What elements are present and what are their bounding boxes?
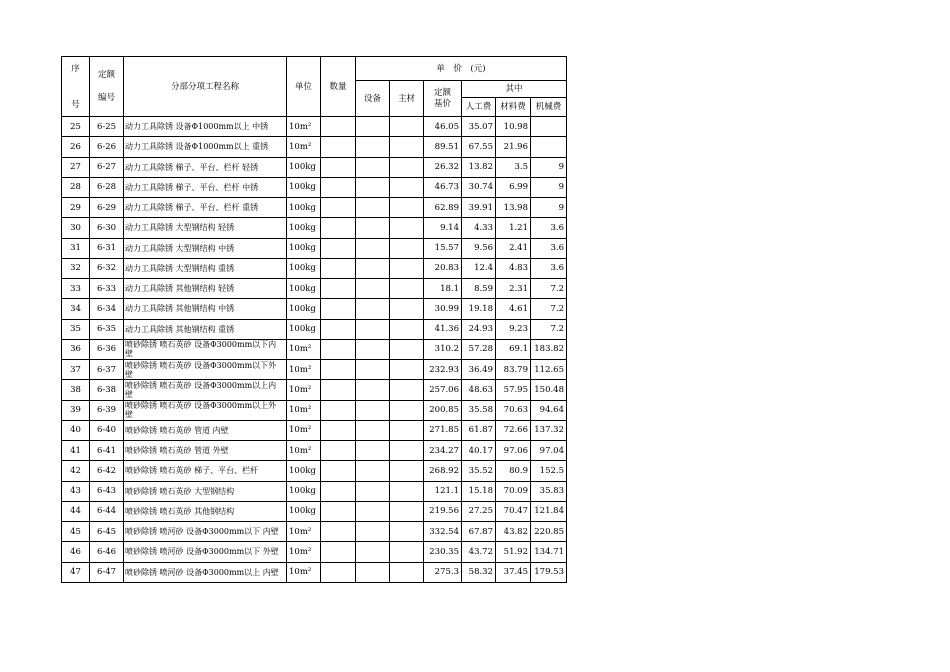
- cell-machinery: 150.48: [531, 380, 567, 400]
- cell-base-price: 46.05: [424, 117, 462, 137]
- cell-unit: 100kg: [287, 238, 321, 258]
- cell-code: 6-32: [90, 258, 124, 278]
- cell-qty: [321, 198, 356, 218]
- cell-seq: 40: [62, 420, 90, 440]
- cell-equipment: [356, 137, 390, 157]
- cell-machinery: 152.5: [531, 461, 567, 481]
- cell-main-material: [390, 481, 424, 501]
- cell-material: 6.99: [496, 177, 531, 197]
- cell-seq: 41: [62, 441, 90, 461]
- cell-seq: 30: [62, 218, 90, 238]
- cell-qty: [321, 339, 356, 359]
- cell-labor: 35.58: [462, 400, 496, 420]
- cell-name: 喷砂除锈 喷石英砂 管道 外壁: [124, 441, 287, 461]
- cell-base-price: 62.89: [424, 198, 462, 218]
- cell-qty: [321, 481, 356, 501]
- cell-unit: 10m²: [287, 339, 321, 359]
- table-row: [62, 117, 567, 137]
- cell-unit: 10m²: [287, 522, 321, 542]
- cell-name: 喷砂除锈 喷石英砂 大型钢结构: [124, 481, 287, 501]
- cell-main-material: [390, 279, 424, 299]
- table-row: [62, 319, 567, 339]
- table-row: [62, 380, 567, 400]
- cell-qty: [321, 137, 356, 157]
- header-labor: 人工费: [462, 98, 496, 117]
- cell-code: 6-33: [90, 279, 124, 299]
- cell-code: 6-27: [90, 157, 124, 177]
- cell-base-price: 257.06: [424, 380, 462, 400]
- cell-equipment: [356, 380, 390, 400]
- header-code-top: 定额: [97, 70, 115, 80]
- cell-seq: 35: [62, 319, 90, 339]
- cell-machinery: 97.04: [531, 441, 567, 461]
- table-row: [62, 522, 567, 542]
- header-unit-price: 单 价 (元): [356, 57, 567, 81]
- cell-machinery: 7.2: [531, 299, 567, 319]
- cell-base-price: 332.54: [424, 522, 462, 542]
- cell-code: 6-40: [90, 420, 124, 440]
- cell-base-price: 46.73: [424, 177, 462, 197]
- cell-main-material: [390, 198, 424, 218]
- cell-qty: [321, 380, 356, 400]
- cell-material: 83.79: [496, 360, 531, 380]
- cell-base-price: 275.3: [424, 562, 462, 582]
- cell-qty: [321, 542, 356, 562]
- table-row: [62, 420, 567, 440]
- header-code: [90, 57, 124, 117]
- cell-material: 69.1: [496, 339, 531, 359]
- header-material: 材料费: [496, 98, 531, 117]
- cell-name: 喷砂除锈 喷石英砂 设备Φ3000mm以上外壁: [124, 400, 287, 420]
- cell-unit: 100kg: [287, 198, 321, 218]
- cell-equipment: [356, 339, 390, 359]
- cell-seq: 25: [62, 117, 90, 137]
- cell-main-material: [390, 157, 424, 177]
- cell-material: 9.23: [496, 319, 531, 339]
- cell-unit: 10m²: [287, 542, 321, 562]
- cell-unit: 100kg: [287, 461, 321, 481]
- cell-labor: 27.25: [462, 501, 496, 521]
- cell-qty: [321, 522, 356, 542]
- header-base-price-top: 定额: [433, 87, 451, 98]
- header-machinery: 机械费: [531, 98, 567, 117]
- cell-machinery: 134.71: [531, 542, 567, 562]
- table-body: [62, 117, 567, 583]
- cell-base-price: 200.85: [424, 400, 462, 420]
- cell-main-material: [390, 117, 424, 137]
- cell-code: 6-37: [90, 360, 124, 380]
- cell-equipment: [356, 522, 390, 542]
- cell-code: 6-44: [90, 501, 124, 521]
- cell-machinery: 137.32: [531, 420, 567, 440]
- cell-material: 80.9: [496, 461, 531, 481]
- header-seq: [62, 57, 90, 117]
- cell-machinery: 94.64: [531, 400, 567, 420]
- cell-name: 喷砂除锈 喷石英砂 其他钢结构: [124, 501, 287, 521]
- cell-material: 1.21: [496, 218, 531, 238]
- cell-main-material: [390, 137, 424, 157]
- cell-equipment: [356, 400, 390, 420]
- cell-machinery: 9: [531, 177, 567, 197]
- cell-name: 喷砂除锈 喷石英砂 管道 内壁: [124, 420, 287, 440]
- cell-material: 13.98: [496, 198, 531, 218]
- cell-name: 动力工具除锈 大型钢结构 中锈: [124, 238, 287, 258]
- cell-machinery: 9: [531, 157, 567, 177]
- cell-base-price: 15.57: [424, 238, 462, 258]
- cell-qty: [321, 258, 356, 278]
- cell-material: 97.06: [496, 441, 531, 461]
- cell-labor: 40.17: [462, 441, 496, 461]
- cell-code: 6-43: [90, 481, 124, 501]
- table-row: [62, 360, 567, 380]
- cell-seq: 33: [62, 279, 90, 299]
- cell-labor: 67.87: [462, 522, 496, 542]
- cell-labor: 8.59: [462, 279, 496, 299]
- table-row: [62, 481, 567, 501]
- cell-code: 6-28: [90, 177, 124, 197]
- cell-material: 4.61: [496, 299, 531, 319]
- cell-labor: 58.32: [462, 562, 496, 582]
- cell-unit: 10m²: [287, 562, 321, 582]
- cell-labor: 43.72: [462, 542, 496, 562]
- cell-seq: 39: [62, 400, 90, 420]
- cell-labor: 35.07: [462, 117, 496, 137]
- header-main-material: 主材: [390, 81, 424, 117]
- cell-machinery: 3.6: [531, 218, 567, 238]
- table-row: [62, 218, 567, 238]
- cell-base-price: 232.93: [424, 360, 462, 380]
- cell-code: 6-31: [90, 238, 124, 258]
- cell-base-price: 20.83: [424, 258, 462, 278]
- cell-labor: 39.91: [462, 198, 496, 218]
- cell-main-material: [390, 542, 424, 562]
- cell-code: 6-38: [90, 380, 124, 400]
- cell-equipment: [356, 258, 390, 278]
- cell-seq: 45: [62, 522, 90, 542]
- cell-equipment: [356, 218, 390, 238]
- cell-seq: 31: [62, 238, 90, 258]
- cell-code: 6-45: [90, 522, 124, 542]
- header-code-bottom: 编号: [97, 93, 115, 103]
- cell-labor: 36.49: [462, 360, 496, 380]
- cell-material: 2.41: [496, 238, 531, 258]
- header-seq-top: 序: [71, 63, 80, 74]
- cell-equipment: [356, 117, 390, 137]
- cell-material: 21.96: [496, 137, 531, 157]
- header-name: 分部分项工程名称: [124, 57, 287, 117]
- cell-name: 动力工具除锈 其他钢结构 中锈: [124, 299, 287, 319]
- cell-labor: 4.33: [462, 218, 496, 238]
- cell-qty: [321, 441, 356, 461]
- cell-equipment: [356, 319, 390, 339]
- cell-name: 动力工具除锈 大型钢结构 重锈: [124, 258, 287, 278]
- cell-equipment: [356, 198, 390, 218]
- cell-machinery: 121.84: [531, 501, 567, 521]
- cell-labor: 61.87: [462, 420, 496, 440]
- cell-seq: 36: [62, 339, 90, 359]
- header-of-which: 其中: [462, 81, 567, 98]
- table-row: [62, 441, 567, 461]
- cell-equipment: [356, 157, 390, 177]
- cell-main-material: [390, 522, 424, 542]
- header-unit: 单位: [287, 57, 321, 117]
- cell-seq: 38: [62, 380, 90, 400]
- table-row: [62, 400, 567, 420]
- cell-qty: [321, 177, 356, 197]
- cell-equipment: [356, 360, 390, 380]
- cell-machinery: 7.2: [531, 279, 567, 299]
- cell-equipment: [356, 542, 390, 562]
- cell-unit: 10m²: [287, 360, 321, 380]
- cell-qty: [321, 157, 356, 177]
- cell-name: 动力工具除锈 其他钢结构 轻锈: [124, 279, 287, 299]
- cell-seq: 43: [62, 481, 90, 501]
- cell-equipment: [356, 461, 390, 481]
- table-row: [62, 542, 567, 562]
- cell-equipment: [356, 420, 390, 440]
- cell-machinery: 35.83: [531, 481, 567, 501]
- cell-material: 57.95: [496, 380, 531, 400]
- cell-material: 2.31: [496, 279, 531, 299]
- cell-unit: 100kg: [287, 319, 321, 339]
- cell-main-material: [390, 400, 424, 420]
- cell-labor: 24.93: [462, 319, 496, 339]
- cell-equipment: [356, 562, 390, 582]
- cell-base-price: 30.99: [424, 299, 462, 319]
- cell-code: 6-29: [90, 198, 124, 218]
- cell-machinery: [531, 117, 567, 137]
- cell-unit: 100kg: [287, 279, 321, 299]
- cell-main-material: [390, 441, 424, 461]
- cell-code: 6-42: [90, 461, 124, 481]
- cell-name: 动力工具除锈 梯子、平台、栏杆 中锈: [124, 177, 287, 197]
- cell-unit: 10m²: [287, 441, 321, 461]
- cell-seq: 29: [62, 198, 90, 218]
- cell-main-material: [390, 380, 424, 400]
- cell-main-material: [390, 461, 424, 481]
- cell-material: 3.5: [496, 157, 531, 177]
- cell-base-price: 26.32: [424, 157, 462, 177]
- cell-unit: 10m²: [287, 380, 321, 400]
- table-row: [62, 279, 567, 299]
- table-row: [62, 238, 567, 258]
- cell-labor: 30.74: [462, 177, 496, 197]
- cell-name: 喷砂除锈 喷石英砂 设备Φ3000mm以下外壁: [124, 360, 287, 380]
- table-row: [62, 339, 567, 359]
- cell-seq: 37: [62, 360, 90, 380]
- cell-material: 70.63: [496, 400, 531, 420]
- table-row: [62, 157, 567, 177]
- cell-base-price: 268.92: [424, 461, 462, 481]
- cell-qty: [321, 279, 356, 299]
- cell-main-material: [390, 299, 424, 319]
- cell-qty: [321, 420, 356, 440]
- cell-base-price: 234.27: [424, 441, 462, 461]
- cell-unit: 100kg: [287, 481, 321, 501]
- cell-seq: 32: [62, 258, 90, 278]
- cell-name: 动力工具除锈 其他钢结构 重锈: [124, 319, 287, 339]
- cell-material: 43.82: [496, 522, 531, 542]
- cell-unit: 10m²: [287, 117, 321, 137]
- table-row: [62, 501, 567, 521]
- cell-labor: 48.63: [462, 380, 496, 400]
- table-row: [62, 137, 567, 157]
- cell-main-material: [390, 339, 424, 359]
- cell-machinery: 7.2: [531, 319, 567, 339]
- cell-unit: 10m²: [287, 137, 321, 157]
- cell-code: 6-47: [90, 562, 124, 582]
- cell-qty: [321, 360, 356, 380]
- cell-code: 6-34: [90, 299, 124, 319]
- cell-base-price: 271.85: [424, 420, 462, 440]
- cell-code: 6-26: [90, 137, 124, 157]
- cell-qty: [321, 319, 356, 339]
- cell-base-price: 230.35: [424, 542, 462, 562]
- header-base-price-bottom: 基价: [433, 98, 451, 109]
- cell-name: 动力工具除锈 梯子、平台、栏杆 轻锈: [124, 157, 287, 177]
- cell-base-price: 219.56: [424, 501, 462, 521]
- cell-machinery: 3.6: [531, 258, 567, 278]
- cell-equipment: [356, 481, 390, 501]
- cell-name: 喷砂除锈 喷石英砂 设备Φ3000mm以下内壁: [124, 339, 287, 359]
- cell-qty: [321, 117, 356, 137]
- cell-qty: [321, 299, 356, 319]
- table-row: [62, 562, 567, 582]
- cell-material: 70.09: [496, 481, 531, 501]
- cell-material: 4.83: [496, 258, 531, 278]
- cell-main-material: [390, 420, 424, 440]
- cell-labor: 12.4: [462, 258, 496, 278]
- cell-code: 6-36: [90, 339, 124, 359]
- cell-base-price: 18.1: [424, 279, 462, 299]
- header-base-price: [424, 81, 462, 117]
- cell-base-price: 310.2: [424, 339, 462, 359]
- cell-material: 72.66: [496, 420, 531, 440]
- table-row: [62, 461, 567, 481]
- cell-unit: 100kg: [287, 299, 321, 319]
- cell-name: 动力工具除锈 大型钢结构 轻锈: [124, 218, 287, 238]
- cell-machinery: 220.85: [531, 522, 567, 542]
- cell-code: 6-41: [90, 441, 124, 461]
- cell-code: 6-30: [90, 218, 124, 238]
- cell-labor: 67.55: [462, 137, 496, 157]
- cell-unit: 100kg: [287, 157, 321, 177]
- cell-machinery: [531, 137, 567, 157]
- cell-name: 喷砂除锈 喷石英砂 设备Φ3000mm以上内壁: [124, 380, 287, 400]
- cell-material: 10.98: [496, 117, 531, 137]
- cell-qty: [321, 218, 356, 238]
- cell-material: 51.92: [496, 542, 531, 562]
- table-header: [62, 57, 567, 117]
- cell-labor: 15.18: [462, 481, 496, 501]
- cell-name: 动力工具除锈 设备Φ1000mm以上 中锈: [124, 117, 287, 137]
- cell-equipment: [356, 441, 390, 461]
- cell-name: 喷砂除锈 喷河砂 设备Φ3000mm以下 外壁: [124, 542, 287, 562]
- quota-price-table: [61, 56, 567, 583]
- cell-seq: 42: [62, 461, 90, 481]
- header-seq-bottom: 号: [71, 99, 80, 110]
- cell-qty: [321, 238, 356, 258]
- cell-base-price: 9.14: [424, 218, 462, 238]
- cell-name: 喷砂除锈 喷河砂 设备Φ3000mm以上 内壁: [124, 562, 287, 582]
- cell-main-material: [390, 218, 424, 238]
- cell-machinery: 9: [531, 198, 567, 218]
- cell-name: 动力工具除锈 梯子、平台、栏杆 重锈: [124, 198, 287, 218]
- cell-seq: 28: [62, 177, 90, 197]
- cell-unit: 10m²: [287, 400, 321, 420]
- cell-labor: 19.18: [462, 299, 496, 319]
- header-equipment: 设备: [356, 81, 390, 117]
- cell-code: 6-35: [90, 319, 124, 339]
- cell-machinery: 183.82: [531, 339, 567, 359]
- cell-seq: 46: [62, 542, 90, 562]
- cell-unit: 100kg: [287, 501, 321, 521]
- table-row: [62, 258, 567, 278]
- cell-equipment: [356, 501, 390, 521]
- cell-seq: 44: [62, 501, 90, 521]
- cell-material: 70.47: [496, 501, 531, 521]
- cell-main-material: [390, 562, 424, 582]
- cell-qty: [321, 461, 356, 481]
- cell-labor: 13.82: [462, 157, 496, 177]
- cell-main-material: [390, 360, 424, 380]
- cell-code: 6-46: [90, 542, 124, 562]
- cell-base-price: 121.1: [424, 481, 462, 501]
- cell-name: 喷砂除锈 喷河砂 设备Φ3000mm以下 内壁: [124, 522, 287, 542]
- cell-machinery: 3.6: [531, 238, 567, 258]
- cell-base-price: 89.51: [424, 137, 462, 157]
- cell-unit: 10m²: [287, 420, 321, 440]
- cell-main-material: [390, 501, 424, 521]
- cell-labor: 57.28: [462, 339, 496, 359]
- table-row: [62, 299, 567, 319]
- cell-code: 6-25: [90, 117, 124, 137]
- cell-seq: 34: [62, 299, 90, 319]
- cell-unit: 100kg: [287, 177, 321, 197]
- cell-equipment: [356, 238, 390, 258]
- cell-seq: 27: [62, 157, 90, 177]
- cell-material: 37.45: [496, 562, 531, 582]
- cell-machinery: 179.53: [531, 562, 567, 582]
- cell-equipment: [356, 177, 390, 197]
- cell-main-material: [390, 177, 424, 197]
- cell-labor: 35.52: [462, 461, 496, 481]
- cell-labor: 9.56: [462, 238, 496, 258]
- cell-name: 喷砂除锈 喷石英砂 梯子、平台、栏杆: [124, 461, 287, 481]
- cell-qty: [321, 501, 356, 521]
- cell-unit: 100kg: [287, 218, 321, 238]
- cell-base-price: 41.36: [424, 319, 462, 339]
- cell-seq: 26: [62, 137, 90, 157]
- cell-unit: 100kg: [287, 258, 321, 278]
- table-row: [62, 198, 567, 218]
- cell-qty: [321, 400, 356, 420]
- cell-equipment: [356, 299, 390, 319]
- cell-machinery: 112.65: [531, 360, 567, 380]
- header-qty: 数量: [321, 57, 356, 117]
- cell-equipment: [356, 279, 390, 299]
- cell-name: 动力工具除锈 设备Φ1000mm以上 重锈: [124, 137, 287, 157]
- cell-main-material: [390, 238, 424, 258]
- cell-seq: 47: [62, 562, 90, 582]
- table-row: [62, 177, 567, 197]
- cell-qty: [321, 562, 356, 582]
- cell-main-material: [390, 258, 424, 278]
- cell-main-material: [390, 319, 424, 339]
- cell-code: 6-39: [90, 400, 124, 420]
